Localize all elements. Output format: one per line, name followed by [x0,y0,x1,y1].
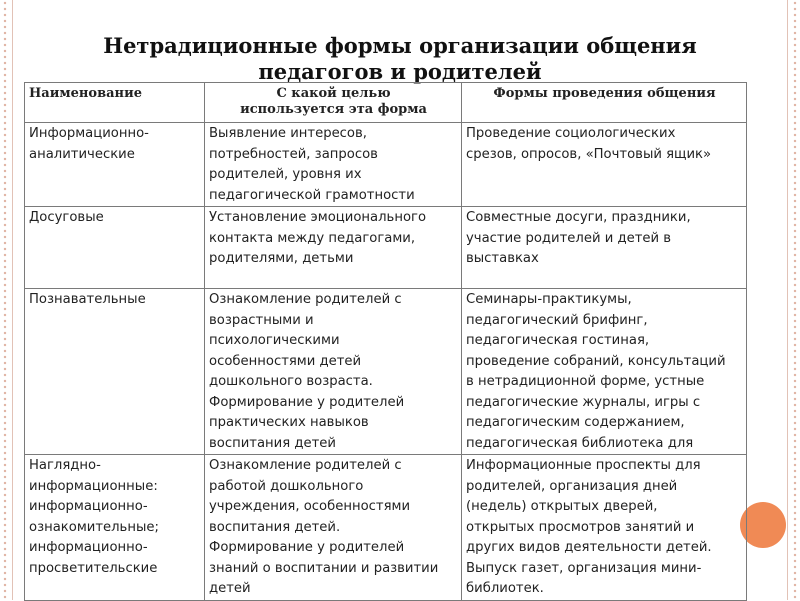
row-name: Досуговые [25,207,205,289]
table-header-row [25,83,747,123]
table-row [25,289,747,455]
slide-title-line-2: педагогов и родителей [258,59,542,84]
right-rule [787,0,788,600]
slide-title-line-1: Нетрадиционные формы организации общения [103,33,697,58]
header-forms: Формы проведения общения [462,83,747,123]
left-rule [12,0,13,600]
table-row [25,123,747,207]
row-purpose: Ознакомление родителей с возрастными и психологическими особенностями детей дошкольного возраста. Формирование у родителей практических навыков воспитания детей [205,289,462,455]
row-purpose: Выявление интересов, потребностей, запросов родителей, уровня их педагогической грамотности [205,123,462,207]
table-row [25,455,747,601]
forms-table [24,82,747,601]
table-row [25,207,747,289]
row-forms: Проведение социологических срезов, опросов, «Почтовый ящик» [462,123,747,207]
right-dotted-border [792,0,798,600]
row-name: Информационно- аналитические [25,123,205,207]
left-dotted-border [2,0,8,600]
row-forms: Семинары-практикумы, педагогический брифинг, педагогическая гостиная, проведение собраний, консультаций в нетрадиционной форме, устные педагогические журналы, игры с педагогическим содержанием, педагогическая библиотека для [462,289,747,455]
row-name: Познавательные [25,289,205,455]
row-purpose: Ознакомление родителей с работой дошкольного учреждения, особенностями воспитания детей. Формирование у родителей знаний о воспитании и развитии детей [205,455,462,601]
header-name: Наименование [25,83,205,123]
header-purpose: С какой целью используется эта форма [205,83,462,123]
row-purpose: Установление эмоционального контакта между педагогами, родителями, детьми [205,207,462,289]
row-forms: Совместные досуги, праздники, участие родителей и детей в выставках [462,207,747,289]
row-forms: Информационные проспекты для родителей, организация дней (недель) открытых дверей, открытых просмотров занятий и других видов деятельности детей. Выпуск газет, организация мини- библиотек. [462,455,747,601]
row-name: Наглядно- информационные: информационно- ознакомительные; информационно- просветительские [25,455,205,601]
